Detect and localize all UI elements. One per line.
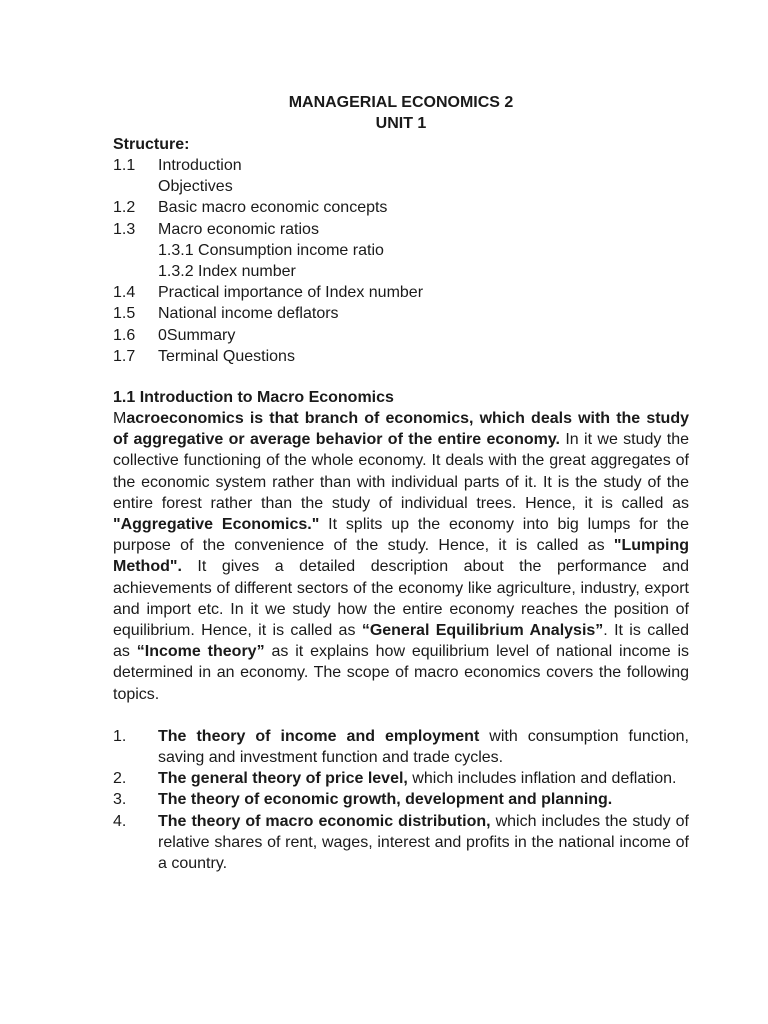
toc-item — [113, 176, 689, 197]
toc-text: Objectives — [158, 178, 233, 196]
list-bold: The theory of income and employment — [158, 727, 480, 745]
list-text — [158, 768, 689, 789]
toc-number: 1.3 — [113, 220, 136, 238]
term-lumping-method: "Lumping Method". — [113, 537, 689, 576]
list-text — [158, 789, 689, 810]
section-heading: 1.1 Introduction to Macro Economics — [113, 389, 394, 407]
body-paragraph — [113, 408, 689, 705]
toc-text: Introduction — [158, 157, 242, 174]
list-item — [113, 811, 689, 875]
toc-item — [113, 346, 689, 367]
para-text: as it explains how equilibrium level of national income is determined in an economy. The scope of macro economics covers the following topics. — [113, 643, 690, 703]
toc-item — [113, 219, 689, 240]
toc-number: 1.6 — [113, 326, 136, 344]
para-text: In it we study the collective functioning of the whole economy. It deals with the great aggregates of the economic system rather than with individual parts of it. It is the study of the entire forest rather than the study of individual trees. Hence, it is called as — [113, 431, 690, 512]
toc-text: 1.3.2 Index number — [158, 263, 296, 281]
para-text: . It is called as — [113, 622, 690, 661]
toc-item — [113, 303, 689, 324]
para-lead: M — [113, 410, 127, 428]
list-item — [113, 789, 689, 810]
toc-item — [113, 282, 689, 303]
list-item — [113, 768, 689, 789]
toc-text: Terminal Questions — [158, 347, 295, 365]
list-text — [158, 811, 689, 875]
toc-item — [113, 155, 689, 176]
term-aggregative-economics: "Aggregative Economics." — [113, 516, 320, 534]
toc-number: 1.1 — [113, 157, 136, 174]
toc-text: Practical importance of Index number — [158, 284, 424, 302]
toc-text: Macro economic ratios — [158, 220, 319, 238]
term-income-theory: “Income theory” — [136, 643, 265, 661]
document-header — [113, 92, 689, 134]
list-number: 3. — [113, 791, 127, 809]
toc-text: Basic macro economic concepts — [158, 199, 388, 217]
toc-number: 1.7 — [113, 347, 136, 365]
structure-heading: Structure: — [113, 136, 190, 153]
structure-list — [113, 155, 689, 367]
definition-bold: acroeconomics is that branch of economics, which deals with the study of aggregative or average behavior of the entire economy. — [113, 410, 689, 449]
para-text: It splits up the economy into big lumps for the purpose of the convenience of the study. Hence, it is called as — [113, 516, 690, 555]
toc-text: 1.3.1 Consumption income ratio — [158, 241, 384, 259]
toc-number — [113, 176, 158, 197]
toc-item — [113, 197, 689, 218]
list-number: 4. — [113, 812, 127, 830]
list-rest: which includes the study of relative shares of rent, wages, interest and profits in the national income of a country. — [158, 812, 690, 873]
list-item — [113, 726, 689, 768]
toc-text: 0Summary — [158, 326, 236, 344]
list-bold: The theory of economic growth, development and planning. — [158, 791, 613, 809]
document-page — [113, 92, 689, 874]
toc-number: 1.4 — [113, 284, 136, 302]
list-number: 2. — [113, 770, 127, 788]
toc-number: 1.2 — [113, 199, 136, 217]
term-general-equilibrium: “General Equilibrium Analysis” — [361, 622, 604, 640]
toc-number: 1.5 — [113, 305, 136, 323]
para-text: It gives a detailed description about the performance and achievements of different sectors of the economy like agriculture, industry, export and import etc. In it we study how the entire economy reaches the position of equilibrium. Hence, it is called as — [113, 558, 689, 640]
document-title: MANAGERIAL ECONOMICS 2 — [288, 94, 514, 111]
list-bold: The theory of macro economic distribution, — [158, 812, 491, 830]
toc-text: National income deflators — [158, 305, 339, 323]
toc-item — [113, 325, 689, 346]
toc-item — [113, 261, 689, 282]
unit-label: UNIT 1 — [375, 115, 427, 132]
list-number: 1. — [113, 727, 127, 745]
list-rest: with consumption function, saving and investment function and trade cycles. — [158, 727, 689, 767]
list-rest: which includes inflation and deflation. — [407, 770, 677, 788]
toc-number — [113, 240, 158, 261]
toc-item — [113, 240, 689, 261]
list-text — [158, 726, 689, 768]
list-bold: The general theory of price level, — [158, 770, 408, 788]
toc-number — [113, 261, 158, 282]
topics-list — [113, 726, 689, 874]
